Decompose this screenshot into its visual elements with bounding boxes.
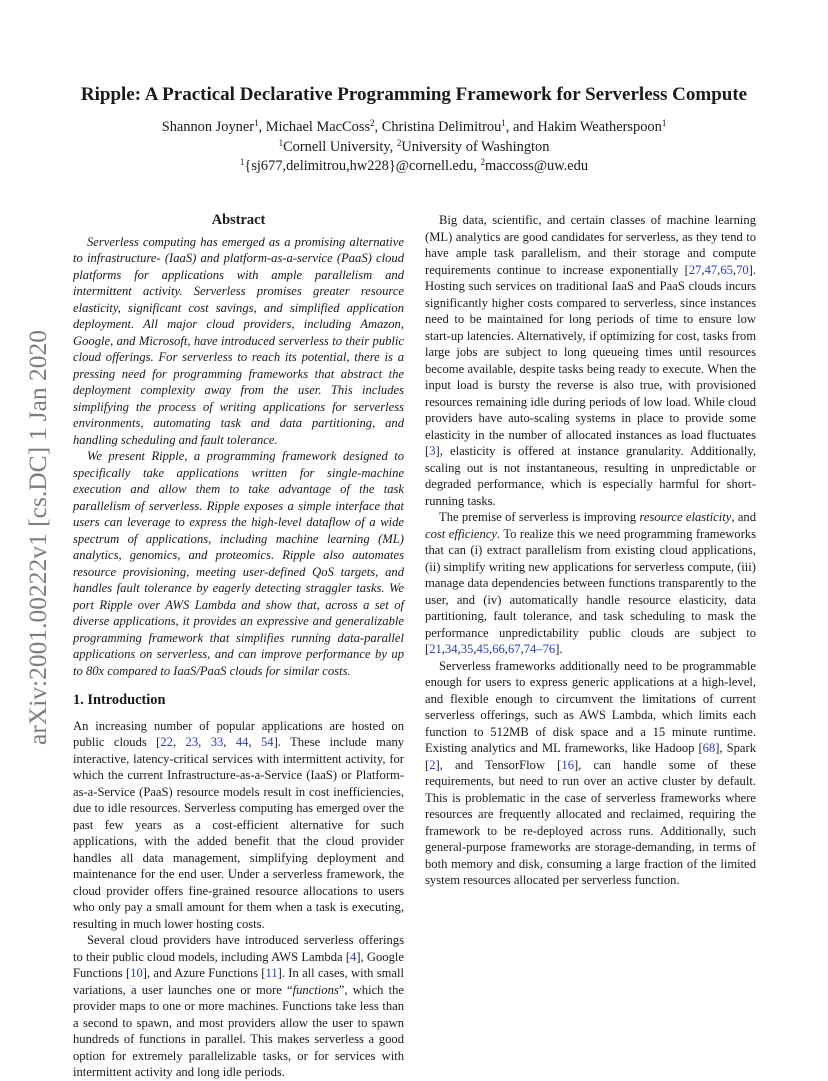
citation-link[interactable]: 44 <box>235 735 249 749</box>
arxiv-id-text: arXiv:2001.00222v1 [cs.DC] 1 Jan 2020 <box>23 329 52 745</box>
section-heading-introduction: 1. Introduction <box>73 692 166 708</box>
author-emails: $^1${sj677,delimitrou,hw228}@cornell.edu, $^2$maccoss@uw.edu <box>239 157 589 174</box>
right-column <box>425 212 756 889</box>
citation-link[interactable]: 21 <box>429 642 442 656</box>
citation-link[interactable]: 66 <box>492 642 505 656</box>
citation-link[interactable]: 74–76 <box>523 642 556 656</box>
arxiv-identifier <box>20 295 56 745</box>
citation-link[interactable]: 35 <box>460 642 474 656</box>
abstract-paragraph: Serverless computing has emerged as a promising alternative to infrastructure- (IaaS) and platform-as-a-service (PaaS) cloud platforms for applications with ample parallelism and intermittent activity. Serverless promises greater resource elasticity, significant cost savings, and simplified application deployment. All major cloud providers, including Amazon, Google, and Microsoft, have introduced serverless to their public cloud offerings. For serverless to reach its potential, there is a pressing need for programming frameworks that abstract the deployment complexity away from the user. This includes simplifying the process of writing applications for serverless environments, automating task and data partitioning, and handling scheduling and fault tolerance. <box>73 234 404 447</box>
paper-title: Ripple: A Practical Declarative Programming Framework for Serverless Compute <box>80 84 748 105</box>
body-paragraph: An increasing number of popular applications are hosted on public clouds [22, 23, 33, 44, 54]. These include many interactive, latency-critical services with intermittent activity, for which the current Infrastructure-as-a-Service (IaaS) or Platform-as-a-Service (PaaS) resource models result in cost inefficiencies, due to idle resources. Serverless computing has emerged over the past few years as a cost-efficient alternative for such applications, with the added benefit that the cloud provider handles all data management, simplifying deployment and maintenance for the end user. Under a serverless framework, the cloud provider offers fine-grained resource allocations to users who only pay a small amount for them when a task is executing, resulting in much lower hosting costs. <box>73 718 405 931</box>
citation-link[interactable]: 4 <box>350 949 357 964</box>
left-column <box>73 212 404 1081</box>
citation-link[interactable]: 54 <box>261 735 274 749</box>
author-list: Shannon Joyner$^1$, Michael MacCoss$^2$, Christina Delimitrou$^1$, and Hakim Weatherspoon$^1$ <box>161 118 667 135</box>
citation-link[interactable]: 47 <box>704 262 718 277</box>
author: Shannon Joyner$^1$ <box>161 118 259 135</box>
affiliations: $^1$Cornell University, $^2$University of Washington <box>278 138 550 155</box>
citation-link[interactable]: 2 <box>429 757 436 772</box>
citation-link[interactable]: 33 <box>210 735 224 749</box>
body-paragraph: The premise of serverless is improving resource elasticity, and cost efficiency. To realize this we need programming frameworks that can (i) extract parallelism from existing cloud applications, (ii) simplify writing new applications for serverless compute, (iii) manage data dependencies between functions transparently to the user, and (iv) automatically handle resource elasticity, data partitioning, fault tolerance, and task scheduling to mask the performance unpredictability public clouds are subject to [21,34,35,45,66,67,74–76]. <box>425 510 756 656</box>
citation-link[interactable]: 23 <box>185 735 199 749</box>
citation-link[interactable]: 10 <box>130 966 143 980</box>
citation-link[interactable]: 27 <box>688 262 702 277</box>
author: Michael MacCoss$^2$ <box>265 118 375 135</box>
citation-link[interactable]: 3 <box>429 444 436 458</box>
citation-link[interactable]: 45 <box>476 642 490 656</box>
author: Christina Delimitrou$^1$ <box>381 118 506 135</box>
citation-link[interactable]: 65 <box>720 262 733 277</box>
author: Hakim Weatherspoon$^1$ <box>537 118 667 135</box>
citation-link[interactable]: 68 <box>702 741 716 755</box>
citation-link[interactable]: 34 <box>444 642 458 656</box>
citation-link[interactable]: 16 <box>561 757 574 772</box>
citation-link[interactable]: 67 <box>507 642 521 656</box>
abstract-heading: Abstract <box>211 212 266 228</box>
abstract-paragraph: We present Ripple, a programming framework designed to specifically take applications written for single-machine execution and allow them to take advantage of the task parallelism of serverless. Ripple exposes a simple interface that users can leverage to express the high-level dataflow of a wide spectrum of applications, including machine learning (ML) analytics, genomics, and proteomics. Ripple also automates resource provisioning, meeting user-defined QoS targets, and handles fault tolerance by eagerly detecting straggler tasks. We port Ripple over AWS Lambda and show that, across a set of diverse applications, it provides an expressive and generalizable programming framework that simplifies running data-parallel applications on serverless, and can improve performance by up to 80x compared to IaaS/PaaS clouds for similar costs. <box>73 449 404 678</box>
body-paragraph: Several cloud providers have introduced serverless offerings to their public cloud models, including AWS Lambda [4], Google Functions [10], and Azure Functions [11]. In all cases, with small variations, a user launches one or more “functions”, which the provider maps to one or more machines. Functions take less than a second to spawn, and most providers allow the user to spawn hundreds of functions in parallel. This makes serverless a good option for extremely parallelizable tasks, or for services with intermittent activity and long idle periods. <box>73 933 404 1079</box>
body-paragraph: Big data, scientific, and certain classes of machine learning (ML) analytics are good candidates for serverless, as they tend to have ample task parallelism, and their storage and compute requirements continue to increase exponentially [27,47,65,70]. Hosting such services on traditional IaaS and PaaS clouds incurs significantly higher costs compared to serverless, since instances need to be maintained for long periods of time to ensure low start-up latencies. Alternatively, if optimizing for cost, tasks from large jobs are subject to long queueing times until resources become available, despite tasks being ready to execute. When the input load is bursty the reverse is also true, with provisioned resources remaining idle during periods of low load. While cloud providers have auto-scaling systems in place to provide some elasticity in the number of allocated instances as load fluctuates [3], elasticity is offered at instance granularity. Additionally, scaling out is not instantaneous, resulting in unpredictable or degraded performance, which is especially harmful for short-running tasks. <box>425 213 756 508</box>
citation-link[interactable]: 22 <box>160 735 173 749</box>
citation-link[interactable]: 70 <box>736 262 749 277</box>
citation-link[interactable]: 11 <box>265 966 278 980</box>
body-paragraph: Serverless frameworks additionally need to be programmable enough for users to express generic applications at a high-level, and flexible enough to circumvent the limitations of current serverless offerings, such as AWS Lambda, which limits each function to 512MB of disk space and a 15 minute runtime. Existing analytics and ML frameworks, like Hadoop [68], Spark [2], and TensorFlow [16], can handle some of these requirements, but need to run over an active cluster by default. This is problematic in the case of serverless frameworks where resources are frequently allocated and reclaimed, requiring the framework to be re-deployed across runs. Additionally, such general-purpose frameworks are storage-demanding, in terms of both memory and disk, consuming a large fraction of the limited system resources allocated per serverless function. <box>425 658 756 887</box>
